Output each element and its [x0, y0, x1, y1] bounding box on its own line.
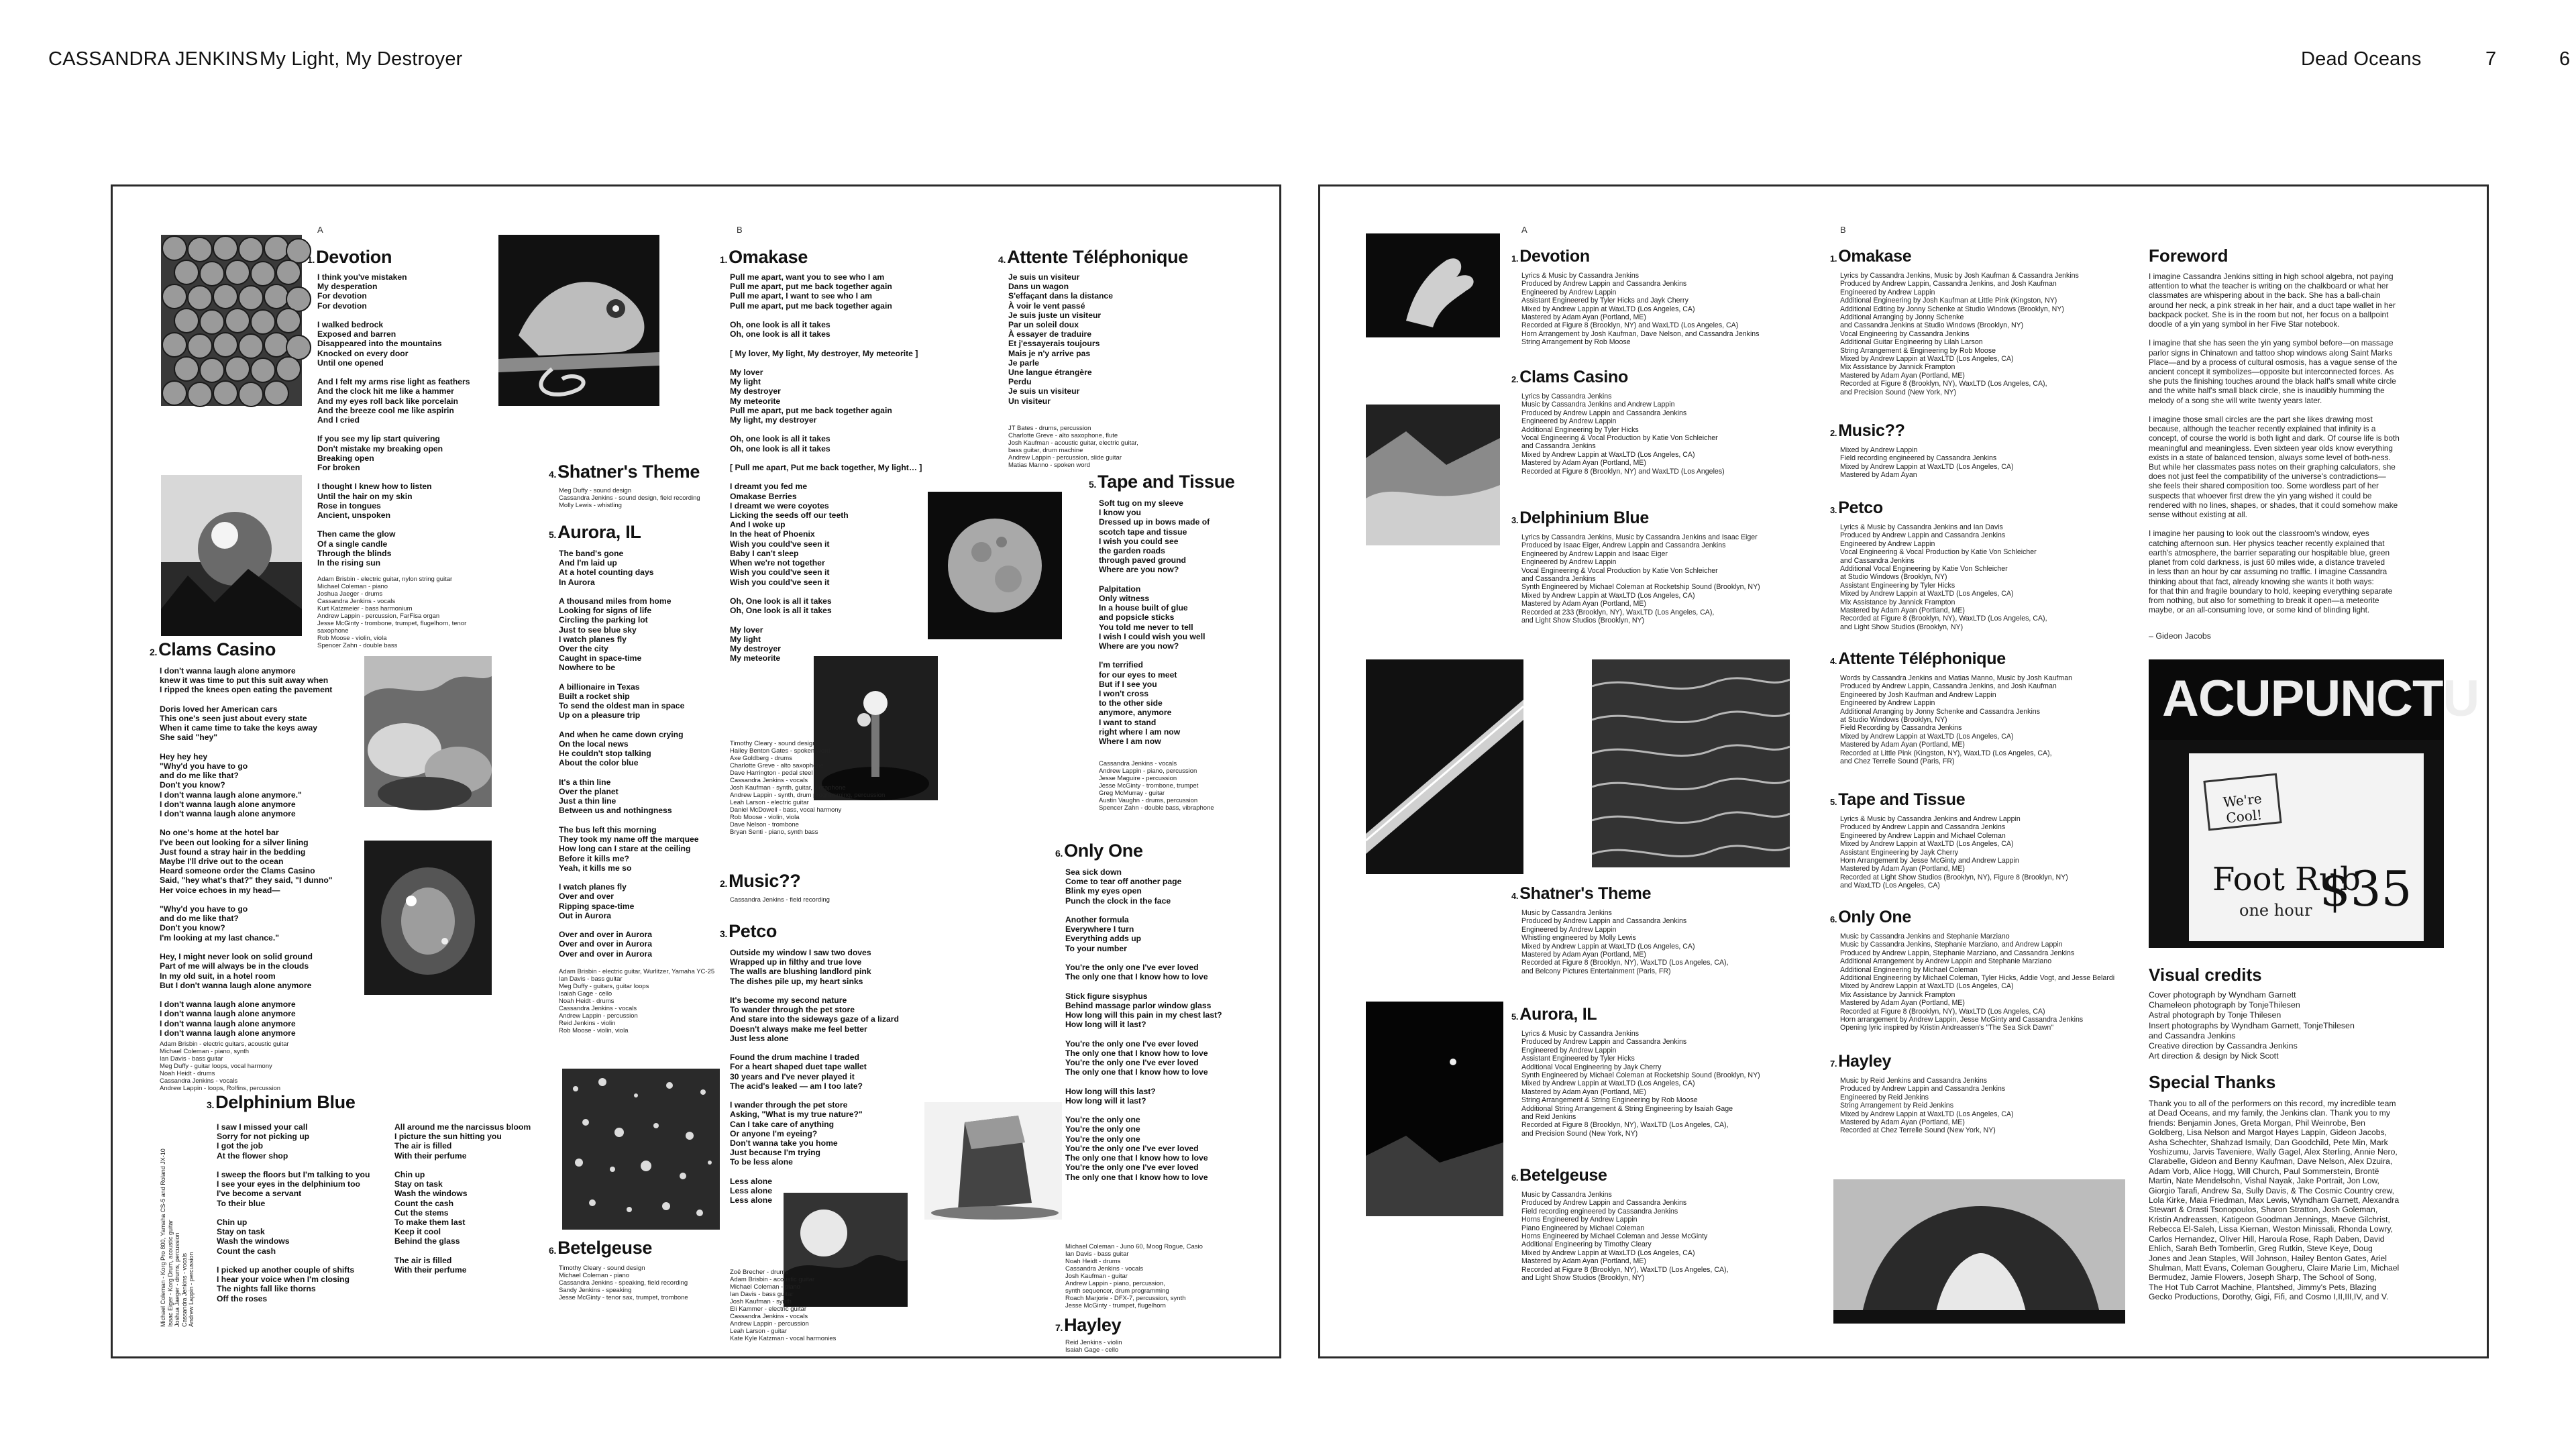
lyrics-delphinium-blue-1: I saw I missed your call Sorry for not picking up I got the job At the flower shop I sweep the floors but I'm talking to you I see your eyes in the delphinium too I've become a servant To their blue Chin up Stay on task Wash the windows Count the cash I picked up another couple of shifts I hear your voice when I'm closing The nights fall like thorns Off the roses	[217, 1122, 370, 1303]
rock-arch-photo	[1833, 1179, 2125, 1324]
credits-clams-casino: Adam Brisbin - electric guitars, acoustic guitar Michael Coleman - piano, synth Ian Davis - bass guitar Meg Duffy - guitar loops, vocal harmony Noah Heidt - drums Cassandra Jenkins - vocals Andrew Lappin - loops, Rolfins, percussion	[160, 1040, 289, 1092]
lyrics-delphinium-blue-2: All around me the narcissus bloom I picture the sun hitting you The air is filled With their perfume Chin up Stay on task Wash the windows Count the cash Cut the stems To make them last Keep it cool Behind the glass The air is filled With their perfume	[394, 1122, 531, 1275]
credits-delphinium-blue: Michael Coleman - Korg Pro 800, Yamaha CS-5 and Roland JX-10 Isaac Eiger - Korg Drum, acoustic guitar Joshua Jaeger - drums, percussion Cassandra Jenkins - vocals Andrew Lappin - percussion	[160, 1148, 195, 1327]
credit-title-devotion: 1.Devotion	[1511, 247, 1590, 266]
credits-betelgeuse: Timothy Cleary - sound design Michael Coleman - piano Cassandra Jenkins - speaking, field recording Sandy Jenkins - speaking Jesse McGinty - tenor sax, trumpet, trombone	[559, 1265, 688, 1301]
credit-title-aurora-il: 5.Aurora, IL	[1511, 1005, 1597, 1024]
side-b-marker: B	[737, 225, 743, 235]
credits-only-one: Michael Coleman - Juno 60, Moog Rogue, Casio Ian Davis - bass guitar Noah Heidt - drums Cassandra Jenkins - vocals Josh Kaufman - guitar Andrew Lappin - piano, percussion, synth sequencer, drum programming Roach Marjorie - DFX-7, percussion, synth Jesse McGinty - trumpet, flugelhorn	[1065, 1243, 1203, 1309]
song-title-attente-telephonique: 4.Attente Téléphonique	[998, 247, 1189, 267]
side-a-marker: A	[317, 225, 323, 235]
artist-name: CASSANDRA JENKINS	[48, 48, 258, 70]
credit-text-delphinium-blue: Lyrics by Cassandra Jenkins, Music by Cassandra Jenkins and Isaac Eiger Produced by Isaac Eiger, Andrew Lappin and Cassandra Jenkins Engineered by Andrew Lappin and Isaac Eiger Engineered by Andrew Lappin Vocal Engineering & Vocal Production by Katie Von Schleicher and Cassandra Jenkins Synth Engineered by Michael Coleman at Rocketship Sound (Brooklyn, NY) Mixed by Andrew Lappin at WaxLTD (Los Angeles, CA) Mastered by Adam Ayan (Portland, ME) Recorded at 233 (Brooklyn, NY), WaxLTD (Los Angeles, CA), and Light Show Studios (Brooklyn, NY)	[1521, 533, 1760, 625]
credit-title-only-one: 6.Only One	[1830, 908, 1911, 926]
visual-credits-body: Cover photograph by Wyndham Garnett Chameleon photograph by TonjeThilesen Astral photograph by Tonje Thilesen Insert photographs by Wyndham Garnett, TonjeThilesen and Cassandra Jenkins Creative direction by Cassandra Jenkins Art direction & design by Nick Scott	[2149, 990, 2355, 1061]
credit-text-only-one: Music by Cassandra Jenkins and Stephanie Marziano Music by Cassandra Jenkins, Stephanie Marziano, and Andrew Lappin Produced by Andrew Lappin, Stephanie Marziano, and Cassandra Jenkins Additional Arrangement by Andrew Lappin and Stephanie Marziano Additional Engineering by Michael Coleman Additional Engineering by Michael Coleman, Tyler Hicks, Addie Vogt, and Jesse Belardi Mixed by Andrew Lappin at WaxLTD (Los Angeles, CA) Mix Assistance by Jannick Frampton Mastered by Adam Ayan (Portland, ME) Recorded at Figure 8 (Brooklyn, NY), WaxLTD (Los Angeles, CA) Horn arrangement by Andrew Lappin, Jesse McGinty and Cassandra Jenkins Opening lyric inspired by Kristin Andreassen's "The Sea Sick Dawn"	[1840, 932, 2115, 1032]
sign-we-cool: We're Cool!	[2203, 773, 2282, 830]
special-thanks-title: Special Thanks	[2149, 1072, 2276, 1092]
lyrics-aurora-il: The band's gone And I'm laid up At a hotel counting days In Aurora A thousand miles from home Looking for signs of life Circling the parking lot Just to see blue sky I watch planes fly Over the city Caught in space-time Nowhere to be A billionaire in Texas Built a rocket ship To send the oldest man in space Up on a pleasure trip And when he came down crying On the local news He couldn't stop talking About the color blue It's a thin line Over the planet Just a thin line Between us and nothingness The bus left this morning They took my name off the marquee How long can I stare at the ceiling Before it kills me? Yeah, it kills me so I watch planes fly Over and over Ripping space-time Out in Aurora Over and over in Aurora Over and over in Aurora Over and over in Aurora	[559, 549, 699, 959]
stone-block-photo	[924, 1102, 1062, 1220]
credit-text-betelgeuse: Music by Cassandra Jenkins Produced by Andrew Lappin and Cassandra Jenkins Field recording engineered by Cassandra Jenkins Horns Engineered by Andrew Lappin Piano Engineered by Michael Coleman Horns Engineered by Michael Coleman and Jesse McGinty Additional Engineering by Timothy Cleary Mixed by Andrew Lappin at WaxLTD (Los Angeles, CA) Mastered by Adam Ayan (Portland, ME) Recorded at Figure 8 (Brooklyn, NY), WaxLTD (Los Angeles, CA), and Light Show Studios (Brooklyn, NY)	[1521, 1191, 1729, 1283]
catalog-number-2: 6	[2559, 48, 2571, 70]
pattern-photo	[161, 235, 302, 406]
moon-photo	[928, 492, 1062, 639]
song-title-delphinium-blue: 3.Delphinium Blue	[207, 1092, 356, 1112]
song-title-devotion: 1.Devotion	[307, 247, 392, 267]
foreword-signature: – Gideon Jacobs	[2149, 631, 2211, 641]
credit-text-tape-and-tissue: Lyrics & Music by Cassandra Jenkins and Andrew Lappin Produced by Andrew Lappin and Cassandra Jenkins Engineered by Andrew Lappin and Michael Coleman Mixed by Andrew Lappin at WaxLTD (Los Angeles, CA) Assistant Engineering by Jayk Cherry Horn Arrangement by Jesse McGinty and Andrew Lappin Mastered by Adam Ayan (Portland, ME) Recorded at Light Show Studios (Brooklyn, NY), Figure 8 (Brooklyn, NY) and WaxLTD (Los Angeles, CA)	[1840, 815, 2068, 890]
credit-text-devotion: Lyrics & Music by Cassandra Jenkins Produced by Andrew Lappin and Cassandra Jenkins Engineered by Andrew Lappin Assistant Engineered by Tyler Hicks and Jayk Cherry Mixed by Andrew Lappin at WaxLTD (Los Angeles, CA) Mastered by Adam Ayan (Portland, ME) Recorded at Figure 8 (Brooklyn, NY) and WaxLTD (Los Angeles, CA) Horn Arrangement by Josh Kaufman, Dave Nelson, and Cassandra Jenkins String Arrangement by Rob Moose	[1521, 272, 1760, 347]
hand-photo	[1366, 233, 1500, 337]
credits-tape-and-tissue: Cassandra Jenkins - vocals Andrew Lappin - piano, percussion Jesse Maguire - percussion Jesse McGinty - trombone, trumpet Greg McMurray - guitar Austin Vaughn - drums, percussion Spencer Zahn - double bass, vibraphone	[1099, 760, 1214, 812]
song-title-hayley: 7.Hayley	[1055, 1315, 1122, 1335]
credit-title-omakase: 1.Omakase	[1830, 247, 1912, 266]
sphere-landscape-photo	[161, 475, 302, 636]
credits-shatners-theme: Meg Duffy - sound design Cassandra Jenkins - sound design, field recording Molly Lewis - whistling	[559, 487, 700, 509]
special-thanks-body: Thank you to all of the performers on this record, my incredible team at Dead Oceans, and my family, the Jenkins clan. Thank you to my friends: Benjamin Jones, Greta Morgan, Phil Weinrobe, Ben Goldberg, Lisa Nelson and Margot Hayes Lappin, Gideon Jacobs, Asha Schechter, Shahzad Ismaily, Dan Goodchild, Pete Min, Mark Yoshizumu, Jarvis Taveniere, Wally Gagel, Alex Sterling, Annie Nero, Clarabelle, Gideon and Benny Kaufman, Dave Nelson, Alex Dzuira, Adam Vorb, Alice Hogg, Will Church, Paul Sommerstein, Brontë Martin, Nate Mendelsohn, Vishal Nayak, Jake Portrait, Jon Low, Giorgio Tarafi, Andrew Sa, Sully Davis, & The Cosmic Country crew, Lola Kirke, Maia Friedman, Max Lewis, Wyndham Garnett, Alexandra Stewart & Orasti Tsonopoulos, Sharon Stratton, Josh Goleman, Kristin Andreassen, Katigeon Goodman Jennings, Maeve Gilchrist, Rebecca El-Saleh, Lissa Kiernan, Weston Minissali, Rhonda Lowry, Carlos Hernandez, Oliver Hill, Haroula Rose, Raph Daben, David Ehlich, Sarah Beth Tomberlin, Greg Rutkin, Steve Keye, Doug Jones and Jean Staples, Will Johnson, Hailey Benton Gates, Ariel Shulman, Matt Evans, Coleman Gougheru, Claire Marie Lim, Michael Bermudez, Jamie Flowers, Joseph Sharp, The School of Song, The Hot Tub Carrot Machine, Plantshed, Jimmy's Pets, Blazing Gecko Productions, Dorothy, Gigi, Fifi, and Cosmo I,II,III,IV, and V.	[2149, 1099, 2400, 1302]
lyrics-devotion: I think you've mistaken My desperation For devotion For devotion I walked bedrock Exposed and barren Disappeared into the mountains Knocked on every door Until one opened And I felt my arms rise light as feathers And the clock hit me like a hammer And my eyes roll back like porcelain And the breeze cool me like aspirin And I cried If you see my lip start quivering Don't mistake my breaking open Breaking open For broken I thought I knew how to listen Until the hair on my skin Rose in tongues Ancient, unspoken Then came the glow Of a single candle Through the blinds In the rising sun	[317, 272, 470, 568]
credit-title-petco: 3.Petco	[1830, 498, 1883, 517]
credit-title-tape-and-tissue: 5.Tape and Tissue	[1830, 790, 1966, 809]
foreword-body: I imagine Cassandra Jenkins sitting in high school algebra, not paying attention to what the teacher is writing on the chalkboard or what her classmates are whispering about in the back. She has a ball-chain around her neck, a pink streak in her hair, and a duct tape wallet in her backpack pocket. She is in the room but not, her focus on a ballpoint doodle of a yin yang symbol in her Five Star notebook. I imagine that she has seen the yin yang symbol before—on massage parlor signs in Chinatown and tattoo shop windows along Saint Marks Place—and by a process of cultural osmosis, has a vague sense of the ancient concept it symbolizes—opposite but interconnected forces. As she puts the finishing touches around the black half's small white circle and the white half's small black circle, she is inaudibly humming the melody of a song she will write twenty years later. I imagine those small circles are the part she likes drawing most because, although the teacher recently explained that infinity is a concept, of course the world is both light and dark. Of course life is both meaningful and meaningless. Even sixteen year olds know everything exists in a state of balanced tension, always some level of both-ness. But while her classmates pass notes on their graphing calculators, she does not just feel the compatibility of the universe's contradictions— she feels their shared composition too. Some wordless part of her suspects that whoever first drew the yin yang wished it could be rendered with no lines, shapes, or shades, that it could somehow make sense without existing at all. I imagine her pausing to look out the classroom's window, eyes catching afternoon sun. Her physics teacher recently explained that earth's atmosphere, the barrier separating our hospitable blue, green planet from cold darkness, is just 60 miles wide, a distance traveled in less than an hour by car assuming no traffic. I imagine Cassandra thinking about that fact, already knowing she wants it both ways: for that thin and fragile boundary to hold, keeping everything separate from nothing, but also for something to break it open—a meteorite maybe, or an all-consuming love, or some kind of blinding light.	[2149, 272, 2400, 615]
song-title-aurora-il: 5.Aurora, IL	[549, 522, 641, 542]
lyrics-petco: Outside my window I saw two doves Wrapped up in filthy and true love The walls are blushing landlord pink The dishes pile up, my heart sinks It's become my second nature To wander through the pet store And stare into the sideways gaze of a lizard Doesn't always make me feel better Just less alone Found the drum machine I traded For a heart shaped duet tape wallet 30 years and I've never played it The acid's leaked — am I too late? I wander through the pet store Asking, "What is my true nature?" Can I take care of anything Or anyone I'm eyeing? Don't wanna take you home Just because I'm trying To be less alone Less alone Less alone Less alone	[730, 948, 899, 1205]
song-title-music: 2.Music??	[720, 871, 801, 891]
side-a-marker-right: A	[1521, 225, 1527, 235]
credits-omakase: Timothy Cleary - sound design Hailey Benton Gates - spoken word Axe Goldberg - drums Charlotte Greve - alto saxophone Dave Harrington - pedal steel Cassandra Jenkins - vocals Josh Kaufman - synth, guitar, vibraphone Andrew Lappin - synth, drum programming, percussion Leah Larson - electric guitar Daniel McDowell - bass, vocal harmony Rob Moose - violin, viola Dave Nelson - trombone Bryan Senti - piano, synth bass	[730, 740, 885, 836]
song-title-petco: 3.Petco	[720, 921, 777, 941]
lyrics-panel	[111, 184, 1281, 1358]
record-label: Dead Oceans	[2301, 48, 2422, 70]
lyrics-only-one: Sea sick down Come to tear off another page Blink my eyes open Punch the clock in the face Another formula Everywhere I turn Everything adds up To your number You're the only one I've ever loved The only one that I know how to love Stick figure sisyphus Behind massage parlor window glass How long will this pain in my chest last? How long will it last? You're the only one I've ever loved The only one that I know how to love You're the only one I've ever loved The only one that I know how to love How long will this last? How long will it last? You're the only one You're the only one You're the only one You're the only one I've ever loved The only one that I know how to love You're the only one I've ever loved The only one that I know how to love	[1065, 867, 1222, 1182]
song-title-tape-and-tissue: 5.Tape and Tissue	[1089, 472, 1235, 492]
credit-text-petco: Lyrics & Music by Cassandra Jenkins and Ian Davis Produced by Andrew Lappin and Cassandra Jenkins Engineered by Andrew Lappin Vocal Engineering & Vocal Production by Katie Von Schleicher and Cassandra Jenkins Additional Vocal Engineering by Katie Von Schleicher at Studio Windows (Brooklyn, NY) Assistant Engineering by Tyler Hicks Mixed by Andrew Lappin at WaxLTD (Los Angeles, CA) Mix Assistance by Jannick Frampton Mastered by Adam Ayan (Portland, ME) Recorded at Figure 8 (Brooklyn, NY), WaxLTD (Los Angeles, CA), and Light Show Studios (Brooklyn, NY)	[1840, 523, 2047, 631]
credits-music: Cassandra Jenkins - field recording	[730, 896, 830, 904]
rocks-photo	[364, 656, 492, 807]
night-moon-photo	[1366, 1002, 1503, 1216]
credit-title-shatners-theme: 4.Shatner's Theme	[1511, 884, 1652, 903]
lyrics-clams-casino: I don't wanna laugh alone anymore knew it was time to put this suit away when I ripped the knees open eating the pavement Doris loved her American cars This one's seen just about every state When it came time to take the keys away She said "hey" Hey hey hey "Why'd you have to go and do me like that? Don't you know? I don't wanna laugh alone anymore." I don't wanna laugh alone anymore I don't wanna laugh alone anymore No one's home at the hotel bar I've been out looking for a silver lining Just found a stray hair in the bedding Maybe I'll drive out to the ocean Heard someone order the Clams Casino Said, "hey what's that?" they said, "I dunno" Her voice echoes in my head— "Why'd you have to go and do me like that? Don't you know? I'm looking at my last chance." Hey, I might never look on solid ground Part of me will always be in the clouds In my old suit, in a hotel room But I don't wanna laugh alone anymore I don't wanna laugh alone anymore I don't wanna laugh alone anymore I don't wanna laugh alone anymore I don't wanna laugh alone anymore	[160, 666, 333, 1038]
sign-price: $35	[2320, 861, 2412, 917]
song-title-shatners-theme: 4.Shatner's Theme	[549, 462, 700, 482]
catalog-number-1: 7	[2485, 48, 2497, 70]
water-texture-photo	[1592, 659, 1790, 867]
lyrics-attente-telephonique: Je suis un visiteur Dans un wagon S'effaçant dans la distance À voir le vent passé Je suis juste un visiteur Par un soleil doux À essayer de traduire Et j'essayerais toujours Mais je n'y arrive pas Je parle Une langue étrangère Perdu Je suis un visiteur Un visiteur	[1008, 272, 1113, 406]
credit-title-attente-telephonique: 4.Attente Téléphonique	[1830, 649, 2006, 668]
visual-credits-title: Visual credits	[2149, 965, 2262, 985]
acupuncture-sign-photo	[2149, 659, 2479, 948]
credit-text-clams-casino: Lyrics by Cassandra Jenkins Music by Cassandra Jenkins and Andrew Lappin Produced by Andrew Lappin and Cassandra Jenkins Engineered by Andrew Lappin Additional Engineering by Tyler Hicks Vocal Engineering & Vocal Production by Katie Von Schleicher and Cassandra Jenkins Mixed by Andrew Lappin at WaxLTD (Los Angeles, CA) Mastered by Adam Ayan (Portland, ME) Recorded at Figure 8 (Brooklyn, NY) and WaxLTD (Los Angeles)	[1521, 392, 1725, 476]
sign-foot-rub: Foot Rub	[2212, 861, 2361, 898]
foreword-title: Foreword	[2149, 246, 2229, 266]
credits-petco: Zoë Brecher - drums Adam Brisbin - acoustic guitar Michael Coleman - piano Ian Davis - bass guitar Josh Kaufman - synth Eli Kammer - electric guitar Cassandra Jenkins - vocals Andrew Lappin - percussion Leah Larson - guitar Kate Kyle Katzman - vocal harmonies	[730, 1269, 837, 1342]
water-drops-photo	[562, 1069, 720, 1230]
credit-text-music: Mixed by Andrew Lappin Field recording engineered by Cassandra Jenkins Mixed by Andrew Lappin at WaxLTD (Los Angeles, CA) Mastered by Adam Ayan	[1840, 446, 2014, 480]
side-b-marker-right: B	[1840, 225, 1846, 235]
song-title-only-one: 6.Only One	[1055, 841, 1143, 861]
glass-light-photo	[364, 841, 492, 995]
lyrics-omakase: Pull me apart, want you to see who I am Pull me apart, put me back together again Pull me apart, I want to see who I am Pull me apart, put me back together again Oh, one look is all it takes Oh, one look is all it takes [ My lover, My light, My destroyer, My meteorite ] My lover My light My destroyer My meteorite Pull me apart, put me back together again My light, my destroyer Oh, one look is all it takes Oh, one look is all it takes [ Pull me apart, Put me back together, My light… ] I dreamt you fed me Omakase Berries I dreamt we were coyotes Licking the seeds off our teeth And I woke up In the heat of Phoenix Wish you could've seen it Baby I can't sleep When we're not together Wish you could've seen it Wish you could've seen it Oh, One look is all it takes Oh, One look is all it takes My lover My light My destroyer My meteorite	[730, 272, 922, 663]
credit-title-clams-casino: 2.Clams Casino	[1511, 368, 1628, 386]
chameleon-photo	[498, 235, 659, 406]
song-title-betelgeuse: 6.Betelgeuse	[549, 1238, 653, 1258]
credit-text-attente-telephonique: Words by Cassandra Jenkins and Matias Manno, Music by Josh Kaufman Produced by Andrew Lappin, Cassandra Jenkins, and Josh Kaufman Engineered by Josh Kaufman and Andrew Lappin Engineered by Andrew Lappin Additional Arranging by Jonny Schenke and Cassandra Jenkins at Studio Windows (Brooklyn, NY) Field Recording by Cassandra Jenkins Mixed by Andrew Lappin at WaxLTD (Los Angeles, CA) Mastered by Adam Ayan (Portland, ME) Recorded at Little Pink (Kingston, NY), WaxLTD (Los Angeles, CA), and Chez Terrelle Sound (Paris, FR)	[1840, 674, 2073, 766]
credits-devotion: Adam Brisbin - electric guitar, nylon string guitar Michael Coleman - piano Joshua Jaeger - drums Cassandra Jenkins - vocals Kurt Katzmeier - bass harmonium Andrew Lappin - percussion, FarFisa organ Jesse McGinty - trombone, trumpet, flugelhorn, tenor saxophone Rob Moose - violin, viola Spencer Zahn - double bass	[317, 576, 467, 649]
credit-title-hayley: 7.Hayley	[1830, 1052, 1892, 1071]
sign-top-text: ACUPUNCTU	[2162, 670, 2479, 727]
album-title: My Light, My Destroyer	[260, 48, 463, 70]
sign-one-hour: one hour	[2239, 901, 2312, 920]
credit-title-betelgeuse: 6.Betelgeuse	[1511, 1166, 1607, 1185]
credit-text-shatners-theme: Music by Cassandra Jenkins Produced by Andrew Lappin and Cassandra Jenkins Engineered by Andrew Lappin Whistling engineered by Molly Lewis Mixed by Andrew Lappin at WaxLTD (Los Angeles, CA) Mastered by Adam Ayan (Portland, ME) Recorded at Figure 8 (Brooklyn, NY), WaxLTD (Los Angeles, CA), and Belcony Pictures Entertainment (Paris, FR)	[1521, 909, 1729, 975]
credit-title-delphinium-blue: 3.Delphinium Blue	[1511, 508, 1649, 527]
credit-title-music: 2.Music??	[1830, 421, 1905, 440]
song-title-omakase: 1.Omakase	[720, 247, 808, 267]
lyrics-tape-and-tissue: Soft tug on my sleeve I know you Dressed up in bows made of scotch tape and tissue I wish you could see the garden roads through paved ground Where are you now? Palpitation Only witness In a house built of glue and popsicle sticks You told me never to tell I wish I could wish you well Where are you now? I'm terrified for our eyes to meet But if I see you I won't cross to the other side anymore, anymore I want to stand right where I am now Where I am now	[1099, 498, 1210, 747]
credits-aurora-il: Adam Brisbin - electric guitar, Wurlitzer, Yamaha YC-25 Ian Davis - bass guitar Meg Duffy - guitars, guitar loops Isaiah Gage - cello Noah Heidt - drums Cassandra Jenkins - vocals Andrew Lappin - percussion Reid Jenkins - violin Rob Moose - violin, viola	[559, 968, 715, 1034]
credits-panel	[1318, 184, 2489, 1358]
song-title-clams-casino: 2.Clams Casino	[150, 639, 276, 659]
landscape-pattern-photo	[1366, 405, 1500, 545]
credit-text-aurora-il: Lyrics & Music by Cassandra Jenkins Produced by Andrew Lappin and Cassandra Jenkins Engineered by Andrew Lappin Assistant Engineered by Tyler Hicks Additional Vocal Engineering by Jayk Cherry Synth Engineered by Michael Coleman at Rocketship Sound (Brooklyn, NY) Mixed by Andrew Lappin at WaxLTD (Los Angeles, CA) Mastered by Adam Ayan (Portland, ME) String Arrangement & String Engineering by Rob Moose Additional String Arrangement & String Engineering by Isaiah Gage and Reid Jenkins Recorded at Figure 8 (Brooklyn, NY), WaxLTD (Los Angeles, CA), and Precision Sound (New York, NY)	[1521, 1030, 1760, 1138]
credit-text-hayley: Music by Reid Jenkins and Cassandra Jenkins Produced by Andrew Lappin and Cassandra Jenkins Engineered by Reid Jenkins String Arrangement by Reid Jenkins Mixed by Andrew Lappin at WaxLTD (Los Angeles, CA) Mastered by Adam Ayan (Portland, ME) Recorded at Chez Terrelle Sound (New York, NY)	[1840, 1077, 2014, 1135]
credits-attente-telephonique: JT Bates - drums, percussion Charlotte Greve - alto saxophone, flute Josh Kaufman - acoustic guitar, electric guitar, bass guitar, drum machine Andrew Lappin - percussion, slide guitar Matias Manno - spoken word	[1008, 425, 1138, 469]
credit-text-omakase: Lyrics by Cassandra Jenkins, Music by Josh Kaufman & Cassandra Jenkins Produced by Andrew Lappin, Cassandra Jenkins, and Josh Kaufman Engineered by Andrew Lappin Additional Engineering by Josh Kaufman at Little Pink (Kingston, NY) Additional Editing by Jonny Schenke at Studio Windows (Brooklyn, NY) Additional Arranging by Jonny Schenke and Cassandra Jenkins at Studio Windows (Brooklyn, NY) Vocal Engineering by Cassandra Jenkins Additional Guitar Engineering by Lilah Larson String Arrangement & Engineering by Rob Moose Mixed by Andrew Lappin at WaxLTD (Los Angeles, CA) Mix Assistance by Jannick Frampton Mastered by Adam Ayan (Portland, ME) Recorded at Figure 8 (Brooklyn, NY), WaxLTD (Los Angeles, CA), and Precision Sound (New York, NY)	[1840, 272, 2079, 396]
light-streak-photo	[1366, 659, 1523, 874]
credits-hayley: Reid Jenkins - violin Isaiah Gage - cello	[1065, 1339, 1122, 1354]
